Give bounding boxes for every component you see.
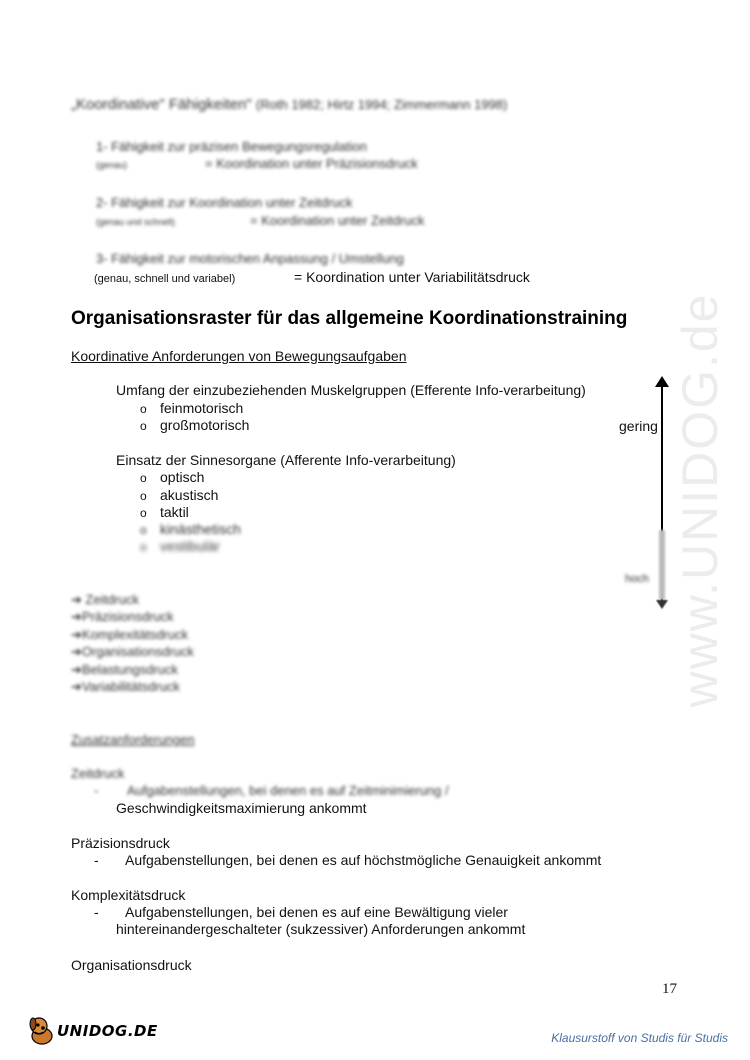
list-item-label: optisch: [160, 469, 205, 485]
arrow-right-icon: ➔: [71, 644, 82, 660]
block-praezision-title: Präzisionsdruck: [71, 835, 170, 851]
ability-3-sub: (genau, schnell und variabel): [94, 273, 236, 285]
dash-icon: -: [94, 852, 99, 868]
additional-title: Zusatzanforderungen: [71, 732, 195, 747]
ability-1-sub: (genau): [96, 160, 128, 170]
bullet-icon: o: [140, 489, 147, 503]
bullet-icon: o: [140, 419, 147, 433]
scale-low-label: gering: [619, 418, 658, 434]
list-item-label: feinmotorisch: [160, 400, 244, 416]
block-zeitdruck-title: Zeitdruck: [71, 766, 125, 781]
dog-logo-icon: [25, 1014, 59, 1048]
ability-1-label: 1- Fähigkeit zur präzisen Bewegungsregulation: [96, 139, 367, 154]
ability-2-eq: = Koordination unter Zeitdruck: [250, 213, 425, 228]
pressure-list: [71, 591, 194, 695]
scale-arrow-shade: [659, 530, 665, 600]
list-item-label: taktil: [160, 504, 189, 520]
arrow-right-icon: ➔: [71, 609, 82, 625]
header-title-text: „Koordinative" Fähigkeiten": [71, 96, 252, 113]
watermark: [640, 270, 750, 730]
block-organisation-title: Organisationsdruck: [71, 957, 192, 973]
block-komplex-line1: Aufgabenstellungen, bei denen es auf eine Bewältigung vieler: [125, 904, 508, 920]
footer-brand[interactable]: [25, 1014, 158, 1048]
ability-1-eq: = Koordination unter Präzisionsdruck: [205, 156, 418, 171]
list-item: [140, 538, 220, 554]
list-item: [140, 521, 241, 537]
bullet-icon: o: [140, 471, 147, 485]
list-item: [140, 469, 204, 485]
ability-3-label: 3- Fähigkeit zur motorischen Anpassung / Umstellung: [96, 251, 404, 266]
list-item: [140, 400, 243, 416]
arrow-right-icon: ➔: [71, 679, 82, 695]
ability-3-eq: = Koordination unter Variabilitätsdruck: [294, 269, 530, 285]
block-komplex-title: Komplexitätsdruck: [71, 887, 186, 903]
list-item-label: vestibulär: [160, 538, 220, 554]
bullet-icon: o: [140, 523, 147, 537]
scale-high-label: hoch: [625, 573, 649, 585]
list-item: [71, 608, 194, 625]
list-item-label: kinästhetisch: [160, 521, 241, 537]
block-zeitdruck-line1: Aufgabenstellungen, bei denen es auf Zeitminimierung /: [127, 783, 449, 798]
bullet-icon: o: [140, 540, 147, 554]
page-number: 17: [662, 981, 677, 997]
list-item-label: Komplexitätsdruck: [81, 626, 189, 642]
list-item: [71, 661, 194, 678]
list-item: [71, 678, 194, 695]
header-title: [71, 96, 507, 113]
bullet-icon: o: [140, 506, 147, 520]
subsection-title: Koordinative Anforderungen von Bewegungsaufgaben: [71, 348, 407, 364]
block-komplex-line2: hintereinandergeschalteter (sukzessiver) Anforderungen ankommt: [116, 921, 526, 937]
list-item-label: Zeitdruck: [85, 592, 139, 607]
dash-icon: -: [94, 783, 99, 798]
list-item-label: Organisationsdruck: [81, 644, 194, 660]
dash-icon: -: [94, 904, 99, 920]
list-item-label: Präzisionsdruck: [81, 609, 174, 625]
watermark-text: www.UNIDOG.de: [672, 292, 728, 708]
list-item: [140, 487, 218, 503]
arrow-right-icon: ➔: [71, 626, 82, 642]
arrow-right-icon: ➔: [71, 592, 86, 607]
list-item: [140, 504, 189, 520]
senses-heading: Einsatz der Sinnesorgane (Afferente Info-verarbeitung): [116, 452, 456, 468]
section-title: Organisationsraster für das allgemeine Koordinationstraining: [71, 308, 628, 329]
ability-2-sub: (genau und schnell): [96, 217, 176, 227]
list-item-label: Belastungsdruck: [81, 661, 179, 677]
block-zeitdruck-line2: Geschwindigkeitsmaximierung ankommt: [116, 800, 367, 816]
list-item: [140, 417, 249, 433]
bullet-icon: o: [140, 402, 147, 416]
list-item-label: Variabilitätsdruck: [81, 679, 180, 695]
block-praezision-line1: Aufgabenstellungen, bei denen es auf höchstmögliche Genauigkeit ankommt: [125, 852, 602, 868]
list-item: [71, 643, 194, 660]
list-item-label: großmotorisch: [160, 417, 250, 433]
footer-slogan: Klausurstoff von Studis für Studis: [551, 1031, 728, 1045]
brand-text: UNIDOG.DE: [57, 1022, 158, 1040]
arrow-down-icon: [656, 600, 668, 609]
arrow-right-icon: ➔: [71, 661, 82, 677]
muscle-group-heading: Umfang der einzubeziehenden Muskelgruppen (Efferente Info-verarbeitung): [116, 382, 586, 398]
header-citation: (Roth 1982; Hirtz 1994; Zimmermann 1998): [255, 97, 508, 112]
list-item-label: akustisch: [160, 487, 219, 503]
list-item: [71, 626, 194, 643]
list-item: [71, 591, 194, 608]
ability-2-label: 2- Fähigkeit zur Koordination unter Zeitdruck: [96, 195, 353, 210]
